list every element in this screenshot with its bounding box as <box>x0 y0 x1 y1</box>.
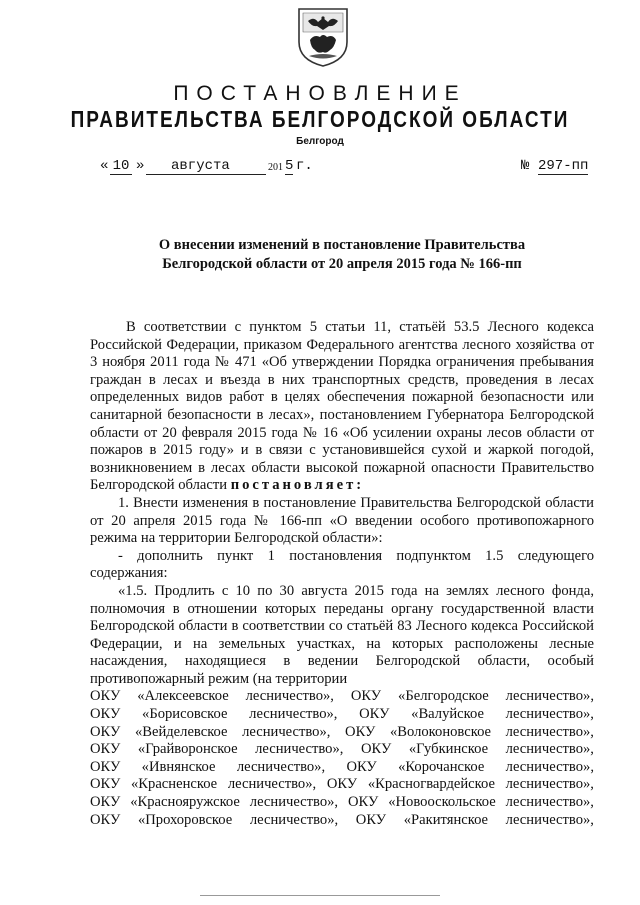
forestry-row: ОКУ «Прохоровское лесничество», ОКУ «Ракитянское лесничество», <box>90 811 594 828</box>
document-number: 297-пп <box>538 158 589 174</box>
item-1-paragraph: 1. Внести изменения в постановление Правительства Белгородской области от 20 апреля 2015 года № 166-пп «О введении особого противопожарного режима на территории Белгородской области»: <box>90 494 594 547</box>
belgorod-coat-of-arms-icon <box>296 6 350 68</box>
forestry-row: ОКУ «Вейделевское лесничество», ОКУ «Волоконовское лесничество», <box>90 723 594 740</box>
date-number-row <box>100 158 595 178</box>
document-body <box>90 319 594 829</box>
date-close-quote: » <box>136 158 145 174</box>
page-bottom-rule <box>200 895 440 896</box>
subject-line-2: Белгородской области от 20 апреля 2015 года № 166-пп <box>162 256 522 272</box>
document-type-title: ПОСТАНОВЛЕНИЕ <box>173 82 467 105</box>
issuer-title: ПРАВИТЕЛЬСТВА БЕЛГОРОДСКОЙ ОБЛАСТИ <box>70 108 570 134</box>
forestry-list <box>90 688 594 829</box>
item-1-5-paragraph: «1.5. Продлить с 10 по 30 августа 2015 года на землях лесного фонда, полномочия в отношении которых переданы органу государственной власти Белгородской области в соответствии со статьёй 83 Лесного кодекса Российской Федерации, и на земельных участках, на которых расположены лесные насаждения, находящиеся в ведении Белгородской области, особый противопожарный режим (на территории <box>90 582 594 687</box>
date-open-quote: « <box>100 158 109 174</box>
date-year-suffix: 5 <box>285 158 294 174</box>
resolves-word: постановляет: <box>230 477 365 494</box>
forestry-row: ОКУ «Алексеевское лесничество», ОКУ «Белгородское лесничество», <box>90 688 594 705</box>
number-prefix: № <box>521 158 530 174</box>
item-1-dash-paragraph: - дополнить пункт 1 постановления подпунктом 1.5 следующего содержания: <box>90 547 594 582</box>
date-month: августа <box>146 158 266 175</box>
city-name: Белгород <box>296 136 344 147</box>
forestry-row: ОКУ «Краснояружское лесничество», ОКУ «Новооскольское лесничество», <box>90 794 594 811</box>
forestry-row: ОКУ «Грайворонское лесничество», ОКУ «Губкинское лесничество», <box>90 741 594 758</box>
forestry-row: ОКУ «Борисовское лесничество», ОКУ «Валуйское лесничество», <box>90 706 594 723</box>
forestry-row: ОКУ «Ивнянское лесничество», ОКУ «Корочанское лесничество», <box>90 758 594 775</box>
preamble-paragraph <box>90 319 594 495</box>
preamble-text: В соответствии с пунктом 5 статьи 11, статьёй 53.5 Лесного кодекса Российской Федерации, приказом Федерального агентства лесного хозяйства от 3 ноября 2011 года № 471 «Об утверждении Порядка ограничения пребывания граждан в лесах и въезда в них транспортных средств, проведения в лесах определенных видов работ в целях обеспечения пожарной безопасности или санитарной безопасности в лесах», постановлением Губернатора Белгородской области от 20 февраля 2015 года № 16 «Об усилении охраны лесов области от пожаров в 2015 году» и в связи с установившейся сухой и жаркой погодой, возникновением в лесах области высокой пожарной опасности Правительство Белгородской области <box>90 319 594 494</box>
date-year-mark: г. <box>296 158 313 174</box>
subject-line-1: О внесении изменений в постановление Правительства <box>158 237 526 253</box>
document-subject <box>90 236 594 274</box>
date-day: 10 <box>110 158 132 175</box>
forestry-row: ОКУ «Красненское лесничество», ОКУ «Красногвардейское лесничество», <box>90 776 594 793</box>
date-year-prefix: 201 <box>268 162 283 173</box>
